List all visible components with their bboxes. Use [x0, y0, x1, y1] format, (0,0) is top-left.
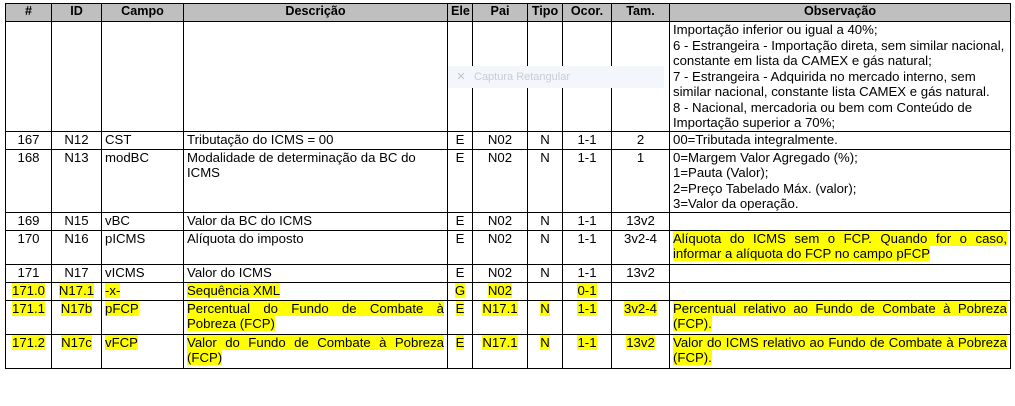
cell-ele: E — [448, 212, 473, 230]
cell-observacao — [670, 300, 1011, 334]
highlighted-text: Valor do ICMS relativo ao Fundo de Combate à Pobreza (FCP). — [673, 334, 1007, 365]
highlighted-text: E — [455, 300, 465, 316]
highlighted-text: N17.1 — [58, 282, 95, 298]
cell-tipo: N — [528, 149, 563, 212]
cell-ocor — [563, 300, 612, 334]
cell-descricao — [184, 300, 448, 334]
highlighted-text: Sequência XML — [187, 282, 281, 298]
cell-ele — [448, 282, 473, 300]
highlighted-text: Percentual do Fundo de Combate à Pobreza (FCP) — [187, 300, 444, 331]
document-page — [5, 3, 1011, 369]
cell-tipo — [528, 282, 563, 300]
cell-descricao: Valor da BC do ICMS — [184, 212, 448, 230]
cell-pai: N02 — [473, 131, 528, 149]
cell-ocor: 1-1 — [563, 131, 612, 149]
cell-observacao — [670, 22, 1011, 132]
highlighted-text: 13v2 — [626, 334, 655, 350]
cell-observacao — [670, 212, 1011, 230]
cell-pai: N02 — [473, 230, 528, 264]
cell-id — [52, 334, 102, 368]
table-row — [6, 212, 1011, 230]
cell-tam: 3v2-4 — [612, 230, 670, 264]
highlighted-text: N17c — [61, 334, 92, 350]
cell-descricao: Alíquota do imposto — [184, 230, 448, 264]
cell-num: 168 — [6, 149, 52, 212]
obs-line: 8 - Nacional, mercadoria ou bem com Conteúdo de — [673, 99, 973, 115]
obs-line: 6 - Estrangeira - Importação direta, sem similar nacional, — [673, 37, 1005, 53]
cell-ele: E — [448, 264, 473, 282]
header-observacao: Observação — [670, 4, 1011, 22]
cell-ele: E — [448, 131, 473, 149]
highlighted-text: -x- — [105, 282, 121, 298]
header-campo: Campo — [102, 4, 184, 22]
cell-ocor: 1-1 — [563, 212, 612, 230]
cell-ocor: 1-1 — [563, 230, 612, 264]
icms-fields-table — [5, 3, 1011, 369]
close-icon[interactable]: ✕ — [456, 71, 466, 83]
cell-id — [52, 300, 102, 334]
table-row — [6, 300, 1011, 334]
snipping-tool-overlay[interactable] — [448, 66, 664, 88]
cell-tipo: N — [528, 212, 563, 230]
highlighted-text: Valor do Fundo de Combate à Pobreza (FCP) — [187, 334, 444, 365]
header-ele: Ele — [448, 4, 473, 22]
obs-line: Importação inferior ou igual a 40%; — [673, 22, 878, 37]
cell-tam — [612, 282, 670, 300]
highlighted-text: 1-1 — [577, 334, 597, 350]
cell-observacao — [670, 131, 1011, 149]
cell-campo: CST — [102, 131, 184, 149]
cell-ocor — [563, 282, 612, 300]
cell-ele — [448, 300, 473, 334]
highlighted-text: 1-1 — [577, 300, 597, 316]
highlighted-text: N17.1 — [482, 300, 518, 316]
table-row — [6, 131, 1011, 149]
cell-pai: N02 — [473, 264, 528, 282]
cell-empty — [6, 22, 52, 132]
cell-descricao — [184, 282, 448, 300]
cell-descricao: Valor do ICMS — [184, 264, 448, 282]
highlighted-text: N — [540, 334, 550, 350]
table-row — [6, 149, 1011, 212]
obs-line: 2=Preço Tabelado Máx. (valor); — [673, 180, 857, 196]
cell-id: N16 — [52, 230, 102, 264]
highlighted-text: E — [455, 334, 465, 350]
obs-line: 7 - Estrangeira - Adquirida no mercado interno, sem — [673, 68, 976, 84]
highlighted-text: pFCP — [105, 300, 139, 316]
cell-campo — [102, 334, 184, 368]
highlighted-text: Percentual relativo ao Fundo de Combate à Pobreza (FCP). — [673, 300, 1007, 331]
cell-campo: vICMS — [102, 264, 184, 282]
cell-pai — [473, 334, 528, 368]
cell-tipo: N — [528, 131, 563, 149]
obs-line: Importação superior a 70%; — [673, 115, 835, 130]
cell-observacao — [670, 149, 1011, 212]
cell-tam — [612, 334, 670, 368]
cell-ocor: 1-1 — [563, 264, 612, 282]
highlighted-text: N17b — [60, 300, 93, 316]
highlighted-text: Alíquota do ICMS sem o FCP. Quando for o caso, informar a alíquota do FCP no campo pFCP — [673, 230, 1007, 261]
cell-num: 170 — [6, 230, 52, 264]
obs-line: similar nacional, constante lista CAMEX e gás natural. — [673, 84, 990, 99]
cell-ele: E — [448, 230, 473, 264]
header-ocor: Ocor. — [563, 4, 612, 22]
obs-line: 0=Margem Valor Agregado (%); — [673, 149, 858, 165]
cell-descricao — [184, 334, 448, 368]
cell-pai: N02 — [473, 212, 528, 230]
cell-pai — [473, 300, 528, 334]
obs-line: 3=Valor da operação. — [673, 196, 799, 211]
cell-num: 171 — [6, 264, 52, 282]
cell-tam: 1 — [612, 149, 670, 212]
cell-id: N17 — [52, 264, 102, 282]
cell-descricao: Modalidade de determinação da BC do ICMS — [184, 149, 448, 212]
highlighted-text: 171.0 — [11, 282, 45, 298]
cell-empty — [52, 22, 102, 132]
header-row — [6, 4, 1011, 22]
highlighted-text: 3v2-4 — [624, 300, 657, 316]
cell-tam: 13v2 — [612, 264, 670, 282]
cell-empty — [102, 22, 184, 132]
cell-ele — [448, 334, 473, 368]
cell-num — [6, 300, 52, 334]
cell-observacao — [670, 334, 1011, 368]
cell-tam — [612, 300, 670, 334]
cell-ocor: 1-1 — [563, 149, 612, 212]
highlighted-text: 171.1 — [11, 300, 45, 316]
cell-pai: N02 — [473, 149, 528, 212]
highlighted-text: G — [454, 282, 466, 298]
cell-tipo: N — [528, 230, 563, 264]
cell-tam: 13v2 — [612, 212, 670, 230]
cell-tipo: N — [528, 264, 563, 282]
highlighted-text: 0-1 — [577, 282, 597, 298]
table-row — [6, 282, 1011, 300]
obs-line: 00=Tributada integralmente. — [673, 131, 838, 147]
table-row — [6, 264, 1011, 282]
cell-num — [6, 282, 52, 300]
cell-empty — [184, 22, 448, 132]
cell-pai — [473, 282, 528, 300]
cell-num: 169 — [6, 212, 52, 230]
header-descricao: Descrição — [184, 4, 448, 22]
obs-line: constante em lista da CAMEX e gás natural; — [673, 53, 932, 68]
cell-campo: vBC — [102, 212, 184, 230]
table-row — [6, 230, 1011, 264]
header-pai: Pai — [473, 4, 528, 22]
obs-line: 1=Pauta (Valor); — [673, 165, 769, 180]
cell-id: N13 — [52, 149, 102, 212]
cell-id: N12 — [52, 131, 102, 149]
cell-campo — [102, 282, 184, 300]
header-tipo: Tipo — [528, 4, 563, 22]
cell-observacao — [670, 230, 1011, 264]
cell-campo: modBC — [102, 149, 184, 212]
header-id: ID — [52, 4, 102, 22]
cell-tam: 2 — [612, 131, 670, 149]
highlighted-text: N02 — [487, 282, 513, 298]
cell-observacao — [670, 282, 1011, 300]
cell-ele: E — [448, 149, 473, 212]
cell-campo — [102, 300, 184, 334]
cell-id: N15 — [52, 212, 102, 230]
cell-descricao: Tributação do ICMS = 00 — [184, 131, 448, 149]
cell-ocor — [563, 334, 612, 368]
cell-num: 167 — [6, 131, 52, 149]
header-num: # — [6, 4, 52, 22]
cell-campo: pICMS — [102, 230, 184, 264]
highlighted-text: N — [540, 300, 550, 316]
table-row — [6, 334, 1011, 368]
header-tam: Tam. — [612, 4, 670, 22]
highlighted-text: N17.1 — [482, 334, 518, 350]
overlay-label: Captura Retangular — [474, 71, 571, 83]
highlighted-text: vFCP — [105, 334, 138, 350]
cell-observacao — [670, 264, 1011, 282]
cell-tipo — [528, 334, 563, 368]
cell-id — [52, 282, 102, 300]
cell-tipo — [528, 300, 563, 334]
highlighted-text: 171.2 — [11, 334, 45, 350]
cell-num — [6, 334, 52, 368]
